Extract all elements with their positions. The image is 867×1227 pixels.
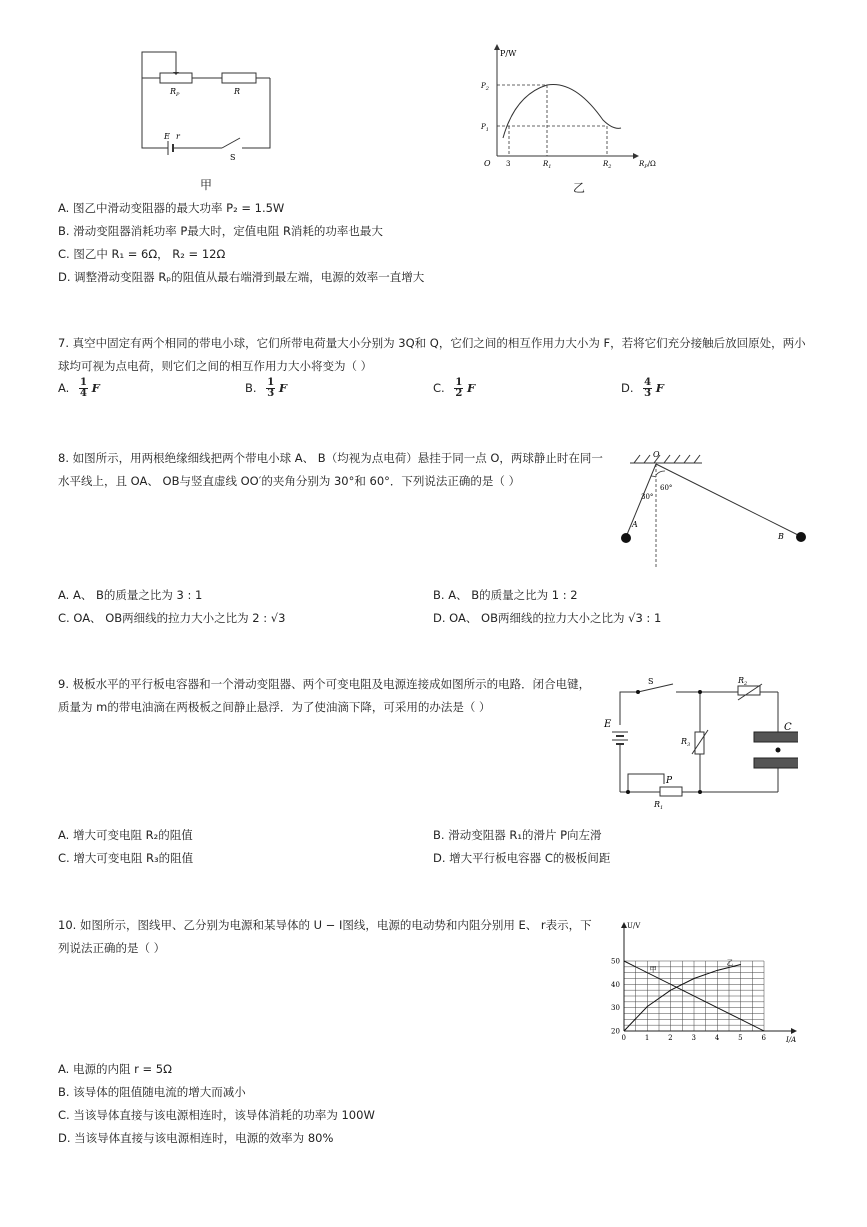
label-rp: $R_P$ <box>170 87 180 98</box>
label-s: S <box>230 153 236 162</box>
fraction: $\frac{1}{2}$ <box>455 377 463 399</box>
label-c: C <box>784 722 792 733</box>
fraction: $\frac{1}{3}$ <box>267 377 275 399</box>
q9-stem-line1: 9. 极板水平的平行板电容器和一个滑动变阻器、两个可变电阻及电源连接成如图所示的电路．闭合电键， <box>58 677 591 691</box>
x-tick-label: 4 <box>714 1034 720 1042</box>
series-jia-label: 甲 <box>649 965 657 974</box>
graph-r1: $R_1$ <box>543 160 552 170</box>
q10-stem-line1: 10. 如图所示，图线甲、乙分别为电源和某导体的 U − I图线，电源的电动势和内阻分别用 E、 r表示，下 <box>58 918 592 932</box>
q10-u-i-chart <box>600 915 810 1045</box>
label-angle-60: 60° <box>660 484 673 492</box>
q9-option-d[interactable]: D. 增大平行板电容器 C的极板间距 <box>433 851 611 865</box>
q8-stem-line1: 8. 如图所示，用两根绝缘细线把两个带电小球 A、 B（均视为点电荷）悬挂于同一点 O，两球静止时在同一 <box>58 451 603 465</box>
y-axis-label: U/V <box>627 922 641 930</box>
power-graph-yi-figure <box>475 40 675 175</box>
label-p: P <box>666 776 673 786</box>
label-e: E <box>604 719 612 730</box>
q8-pendulum-figure <box>612 447 812 572</box>
series-yi-label: 乙 <box>726 958 734 967</box>
label-e: E <box>164 132 170 141</box>
x-axis-arrow <box>791 1028 797 1034</box>
q6-option-c[interactable]: C. 图乙中 R₁ = 6Ω， R₂ = 12Ω <box>58 247 226 261</box>
q8-stem-line2: 水平线上，且 OA、 OB与竖直虚线 OO′的夹角分别为 30°和 60°．下列说法正确的是（ ） <box>58 474 521 488</box>
caption-yi: 乙 <box>573 181 586 195</box>
q6-option-b[interactable]: B. 滑动变阻器消耗功率 P最大时，定值电阻 R消耗的功率也最大 <box>58 224 383 238</box>
option-label: B. <box>245 381 257 395</box>
y-tick-label: 50 <box>611 957 620 966</box>
label-r: R <box>234 87 241 96</box>
q7-option-a[interactable] <box>58 378 100 399</box>
fraction: $\frac{1}{4}$ <box>79 377 87 399</box>
q6-option-d[interactable]: D. 调整滑动变阻器 Rₚ的阻值从最右端滑到最左端，电源的效率一直增大 <box>58 270 425 284</box>
label-b: B <box>778 532 784 541</box>
q8-option-c[interactable]: C. OA、 OB两细线的拉力大小之比为 2 : √3 <box>58 611 286 625</box>
label-r-internal: r <box>176 132 180 141</box>
graph-p1: $P_1$ <box>481 123 489 133</box>
q9-option-c[interactable]: C. 增大可变电阻 R₃的阻值 <box>58 851 194 865</box>
q10-stem-line2: 列说法正确的是（ ） <box>58 941 166 955</box>
x-tick-label: 2 <box>668 1034 673 1042</box>
graph-ylabel: P/W <box>500 49 517 58</box>
q8-option-d[interactable]: D. OA、 OB两细线的拉力大小之比为 √3 : 1 <box>433 611 662 625</box>
option-label: A. <box>58 381 70 395</box>
q7-option-d[interactable] <box>621 378 664 399</box>
y-tick-label: 20 <box>611 1027 620 1036</box>
option-tail: F <box>91 381 100 395</box>
x-tick-label: 1 <box>644 1034 650 1042</box>
label-o: O <box>653 450 660 459</box>
circuit-jia-figure <box>130 40 290 170</box>
option-label: D. <box>621 381 634 395</box>
q7-option-c[interactable] <box>433 378 475 399</box>
q7-stem-line1: 7. 真空中固定有两个相同的带电小球，它们所带电荷量大小分别为 3Q和 Q，它们之间的相互作用力大小为 F，若将它们充分接触后放回原处，两小 <box>58 336 806 350</box>
option-tail: F <box>278 381 287 395</box>
graph-p2: $P_2$ <box>481 82 489 92</box>
q6-option-a[interactable]: A. 图乙中滑动变阻器的最大功率 P₂ = 1.5W <box>58 201 285 215</box>
q9-circuit-figure <box>598 670 798 815</box>
y-tick-label: 40 <box>611 980 620 989</box>
x-tick-label: 6 <box>761 1034 766 1042</box>
q9-stem-line2: 质量为 m的带电油滴在两极板之间静止悬浮．为了使油滴下降，可采用的办法是（ ） <box>58 700 491 714</box>
q10-option-c[interactable]: C. 当该导体直接与该电源相连时，该导体消耗的功率为 100W <box>58 1108 375 1122</box>
graph-x3: 3 <box>506 160 511 168</box>
q9-option-b[interactable]: B. 滑动变阻器 R₁的滑片 P向左滑 <box>433 828 602 842</box>
q10-option-d[interactable]: D. 当该导体直接与该电源相连时，电源的效率为 80% <box>58 1131 334 1145</box>
option-tail: F <box>655 381 664 395</box>
q7-stem-line2: 球均可视为点电荷，则它们之间的相互作用力大小将变为（ ） <box>58 359 373 373</box>
x-tick-label: 5 <box>738 1034 743 1042</box>
q10-option-b[interactable]: B. 该导体的阻值随电流的增大而减小 <box>58 1085 246 1099</box>
q8-option-a[interactable]: A. A、 B的质量之比为 3 : 1 <box>58 588 203 602</box>
label-r1: $R_1$ <box>654 800 664 811</box>
q9-option-a[interactable]: A. 增大可变电阻 R₂的阻值 <box>58 828 193 842</box>
label-r3: $R_3$ <box>681 737 691 748</box>
option-label: C. <box>433 381 445 395</box>
label-angle-30: 30° <box>641 493 654 501</box>
y-tick-label: 30 <box>611 1004 620 1013</box>
x-tick-label: 0 <box>621 1034 626 1042</box>
q8-option-b[interactable]: B. A、 B的质量之比为 1 : 2 <box>433 588 578 602</box>
option-tail: F <box>466 381 476 395</box>
label-s: S <box>648 677 654 686</box>
q7-option-b[interactable] <box>245 378 287 399</box>
label-a: A <box>632 520 638 529</box>
graph-xlabel: $R_P/\Omega$ <box>639 160 656 170</box>
x-axis-label: I/A <box>786 1036 797 1044</box>
q10-option-a[interactable]: A. 电源的内阻 r = 5Ω <box>58 1062 172 1076</box>
fraction: $\frac{4}{3}$ <box>644 377 652 399</box>
x-tick-label: 3 <box>691 1034 696 1042</box>
caption-jia: 甲 <box>200 178 213 192</box>
label-r2: $R_2$ <box>738 676 748 687</box>
graph-r2: $R_2$ <box>603 160 612 170</box>
graph-origin: O <box>484 159 491 168</box>
